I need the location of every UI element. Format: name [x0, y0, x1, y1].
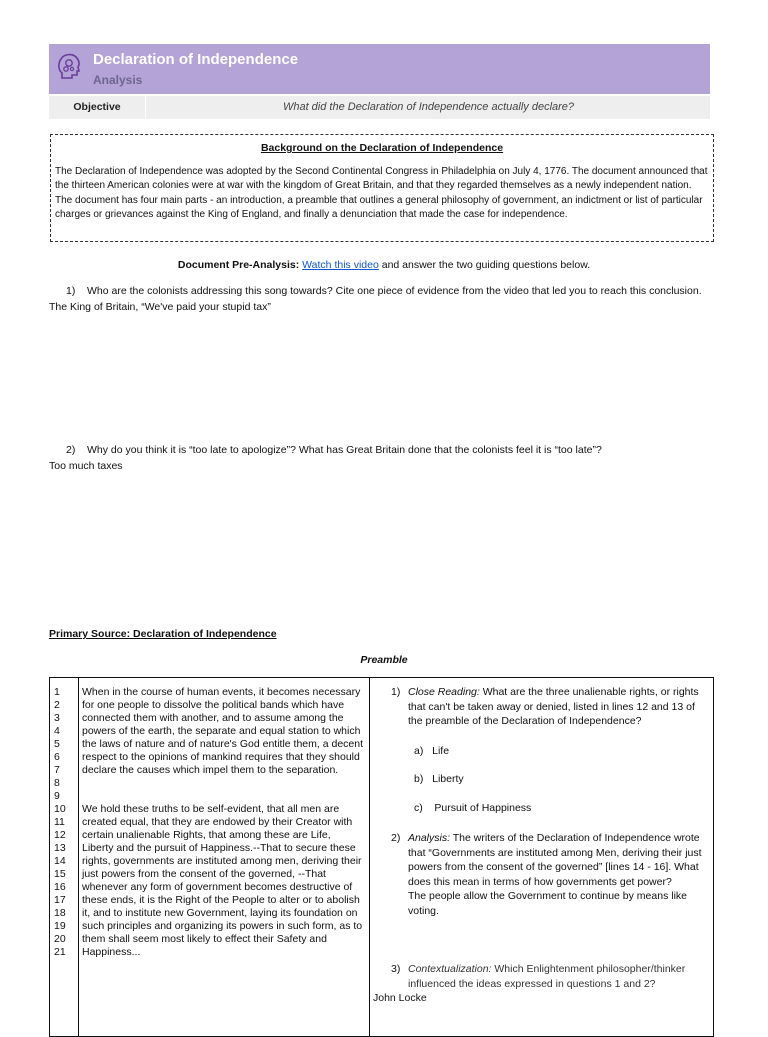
background-box [50, 134, 714, 242]
pre-question-1-number: 1) [66, 285, 76, 297]
preamble-heading: Preamble [360, 654, 408, 666]
preamble-text-column [78, 678, 370, 1036]
background-title: Background on the Declaration of Independence [260, 142, 504, 154]
line-number: 7 [54, 764, 60, 776]
line-number: 8 [54, 777, 60, 789]
question-2-number: 2) [391, 832, 401, 844]
question-3-label: Contextualization: [408, 963, 492, 975]
pre-analysis-label: Document Pre-Analysis: [177, 259, 300, 271]
line-number: 18 [54, 907, 66, 919]
answer-b [414, 772, 464, 787]
pre-answer-2[interactable]: Too much taxes [49, 460, 123, 472]
question-2-answer[interactable]: The people allow the Government to continue by means like voting. [408, 890, 687, 917]
question-1-text: What are the three unalienable rights, or rights that can't be taken away or denied, listed in lines 12 and 13 of the preamble of the Declaration of Independence? [408, 686, 699, 727]
head-gears-icon [57, 52, 81, 84]
document-title: Declaration of Independence [93, 51, 299, 68]
question-3-answer[interactable]: John Locke [373, 992, 427, 1004]
objective-label: Objective [73, 101, 121, 113]
line-number: 3 [54, 712, 60, 724]
pre-question-1 [66, 285, 702, 297]
document-subtitle: Analysis [93, 73, 143, 87]
line-number: 20 [54, 933, 66, 945]
question-3 [408, 962, 704, 991]
question-1 [408, 685, 706, 729]
answer-b-text[interactable]: Liberty [432, 773, 464, 785]
answer-c-label: c) [414, 802, 423, 814]
line-number: 19 [54, 920, 66, 932]
line-number: 1 [54, 686, 60, 698]
question-3-text: Which Enlightenment philosopher/thinker influenced the ideas expressed in questions 1 and 2? [408, 963, 686, 990]
question-2-label: Analysis: [408, 832, 451, 844]
pre-question-2-text: Why do you think it is “too late to apologize”? What has Great Britain done that the colonists feel it is “too late”? [87, 444, 602, 456]
pre-question-1-text: Who are the colonists addressing this song towards? Cite one piece of evidence from the video that led you to reach this conclusion. [87, 285, 702, 297]
objective-row [49, 96, 710, 119]
answer-c [414, 801, 531, 816]
preamble-paragraph-1: When in the course of human events, it becomes necessary for one people to dissolve the political bands which have connected them with another, and to assume among the powers of the earth, the separate and equal station to which the laws of nature and of nature's God entitle them, a decent respect to the opinions of mankind requires that they should declare the causes which impel them to the separation. [82, 686, 364, 776]
line-number-column [50, 678, 79, 1036]
line-number: 10 [54, 803, 66, 815]
line-number: 5 [54, 738, 60, 750]
preamble-table [49, 677, 714, 1037]
line-number: 15 [54, 868, 66, 880]
pre-answer-1[interactable]: The King of Britain, “We've paid your stupid tax” [49, 301, 271, 313]
pre-question-2-number: 2) [66, 444, 76, 456]
answer-a-text[interactable]: Life [432, 745, 450, 757]
objective-question: What did the Declaration of Independence actually declare? [145, 96, 711, 119]
question-1-number: 1) [391, 686, 401, 698]
line-number: 14 [54, 855, 66, 867]
line-number: 11 [54, 816, 65, 828]
line-numbers [54, 686, 66, 959]
answer-a-label: a) [414, 745, 424, 757]
answer-a [414, 744, 449, 759]
line-number: 17 [54, 894, 66, 906]
primary-source-title: Primary Source: Declaration of Independence [49, 628, 277, 640]
answer-c-text[interactable]: Pursuit of Happiness [434, 802, 532, 814]
pre-analysis-instructions [0, 259, 768, 271]
pre-analysis-after: and answer the two guiding questions below. [378, 259, 591, 271]
line-number: 16 [54, 881, 66, 893]
line-number: 6 [54, 751, 60, 763]
questions-column [369, 678, 713, 1036]
header-banner [49, 44, 710, 94]
line-number: 9 [54, 790, 60, 802]
line-number: 12 [54, 829, 66, 841]
question-1-label: Close Reading: [408, 686, 480, 698]
pre-question-2 [66, 444, 602, 456]
answer-b-label: b) [414, 773, 424, 785]
watch-video-link[interactable]: Watch this video [302, 259, 379, 271]
question-3-number: 3) [391, 963, 401, 975]
preamble-paragraph-2: We hold these truths to be self-evident, that all men are created equal, that they are endowed by their Creator with certain unalienable Rights, that among these are Life, Liberty and the pursuit of Happiness.--That to secure these rights, governments are instituted among men, deriving their just powers from the consent of the governed, --That whenever any form of government becomes destructive of these ends, it is the Right of the People to alter or to abolish it, and to institute new Government, laying its foundation on such principles and organizing its powers in such form, as to them shall seem most likely to effect their Safety and Happiness... [82, 803, 363, 958]
line-number: 13 [54, 842, 66, 854]
background-text: The Declaration of Independence was adopted by the Second Continental Congress in Philadelphia on July 4, 1776. The document announced that the thirteen American colonies were at war with the kingdom of Great Britain, and that they regarded themselves as a newly independent nation. The document has four main parts - an introduction, a preamble that outlines a general philosophy of government, an indictment or list of particular charges or grievances against the King of England, and finally a denunciation that made the case for independence. [55, 166, 708, 221]
line-number: 4 [54, 725, 60, 737]
line-number: 2 [54, 699, 60, 711]
line-number: 21 [54, 946, 66, 958]
question-2 [408, 831, 710, 889]
question-2-text: The writers of the Declaration of Independence wrote that “Governments are instituted among Men, deriving their just powers from the consent of the governed” [lines 14 - 16]. What does this mean in terms of how governments get power? [408, 832, 702, 888]
